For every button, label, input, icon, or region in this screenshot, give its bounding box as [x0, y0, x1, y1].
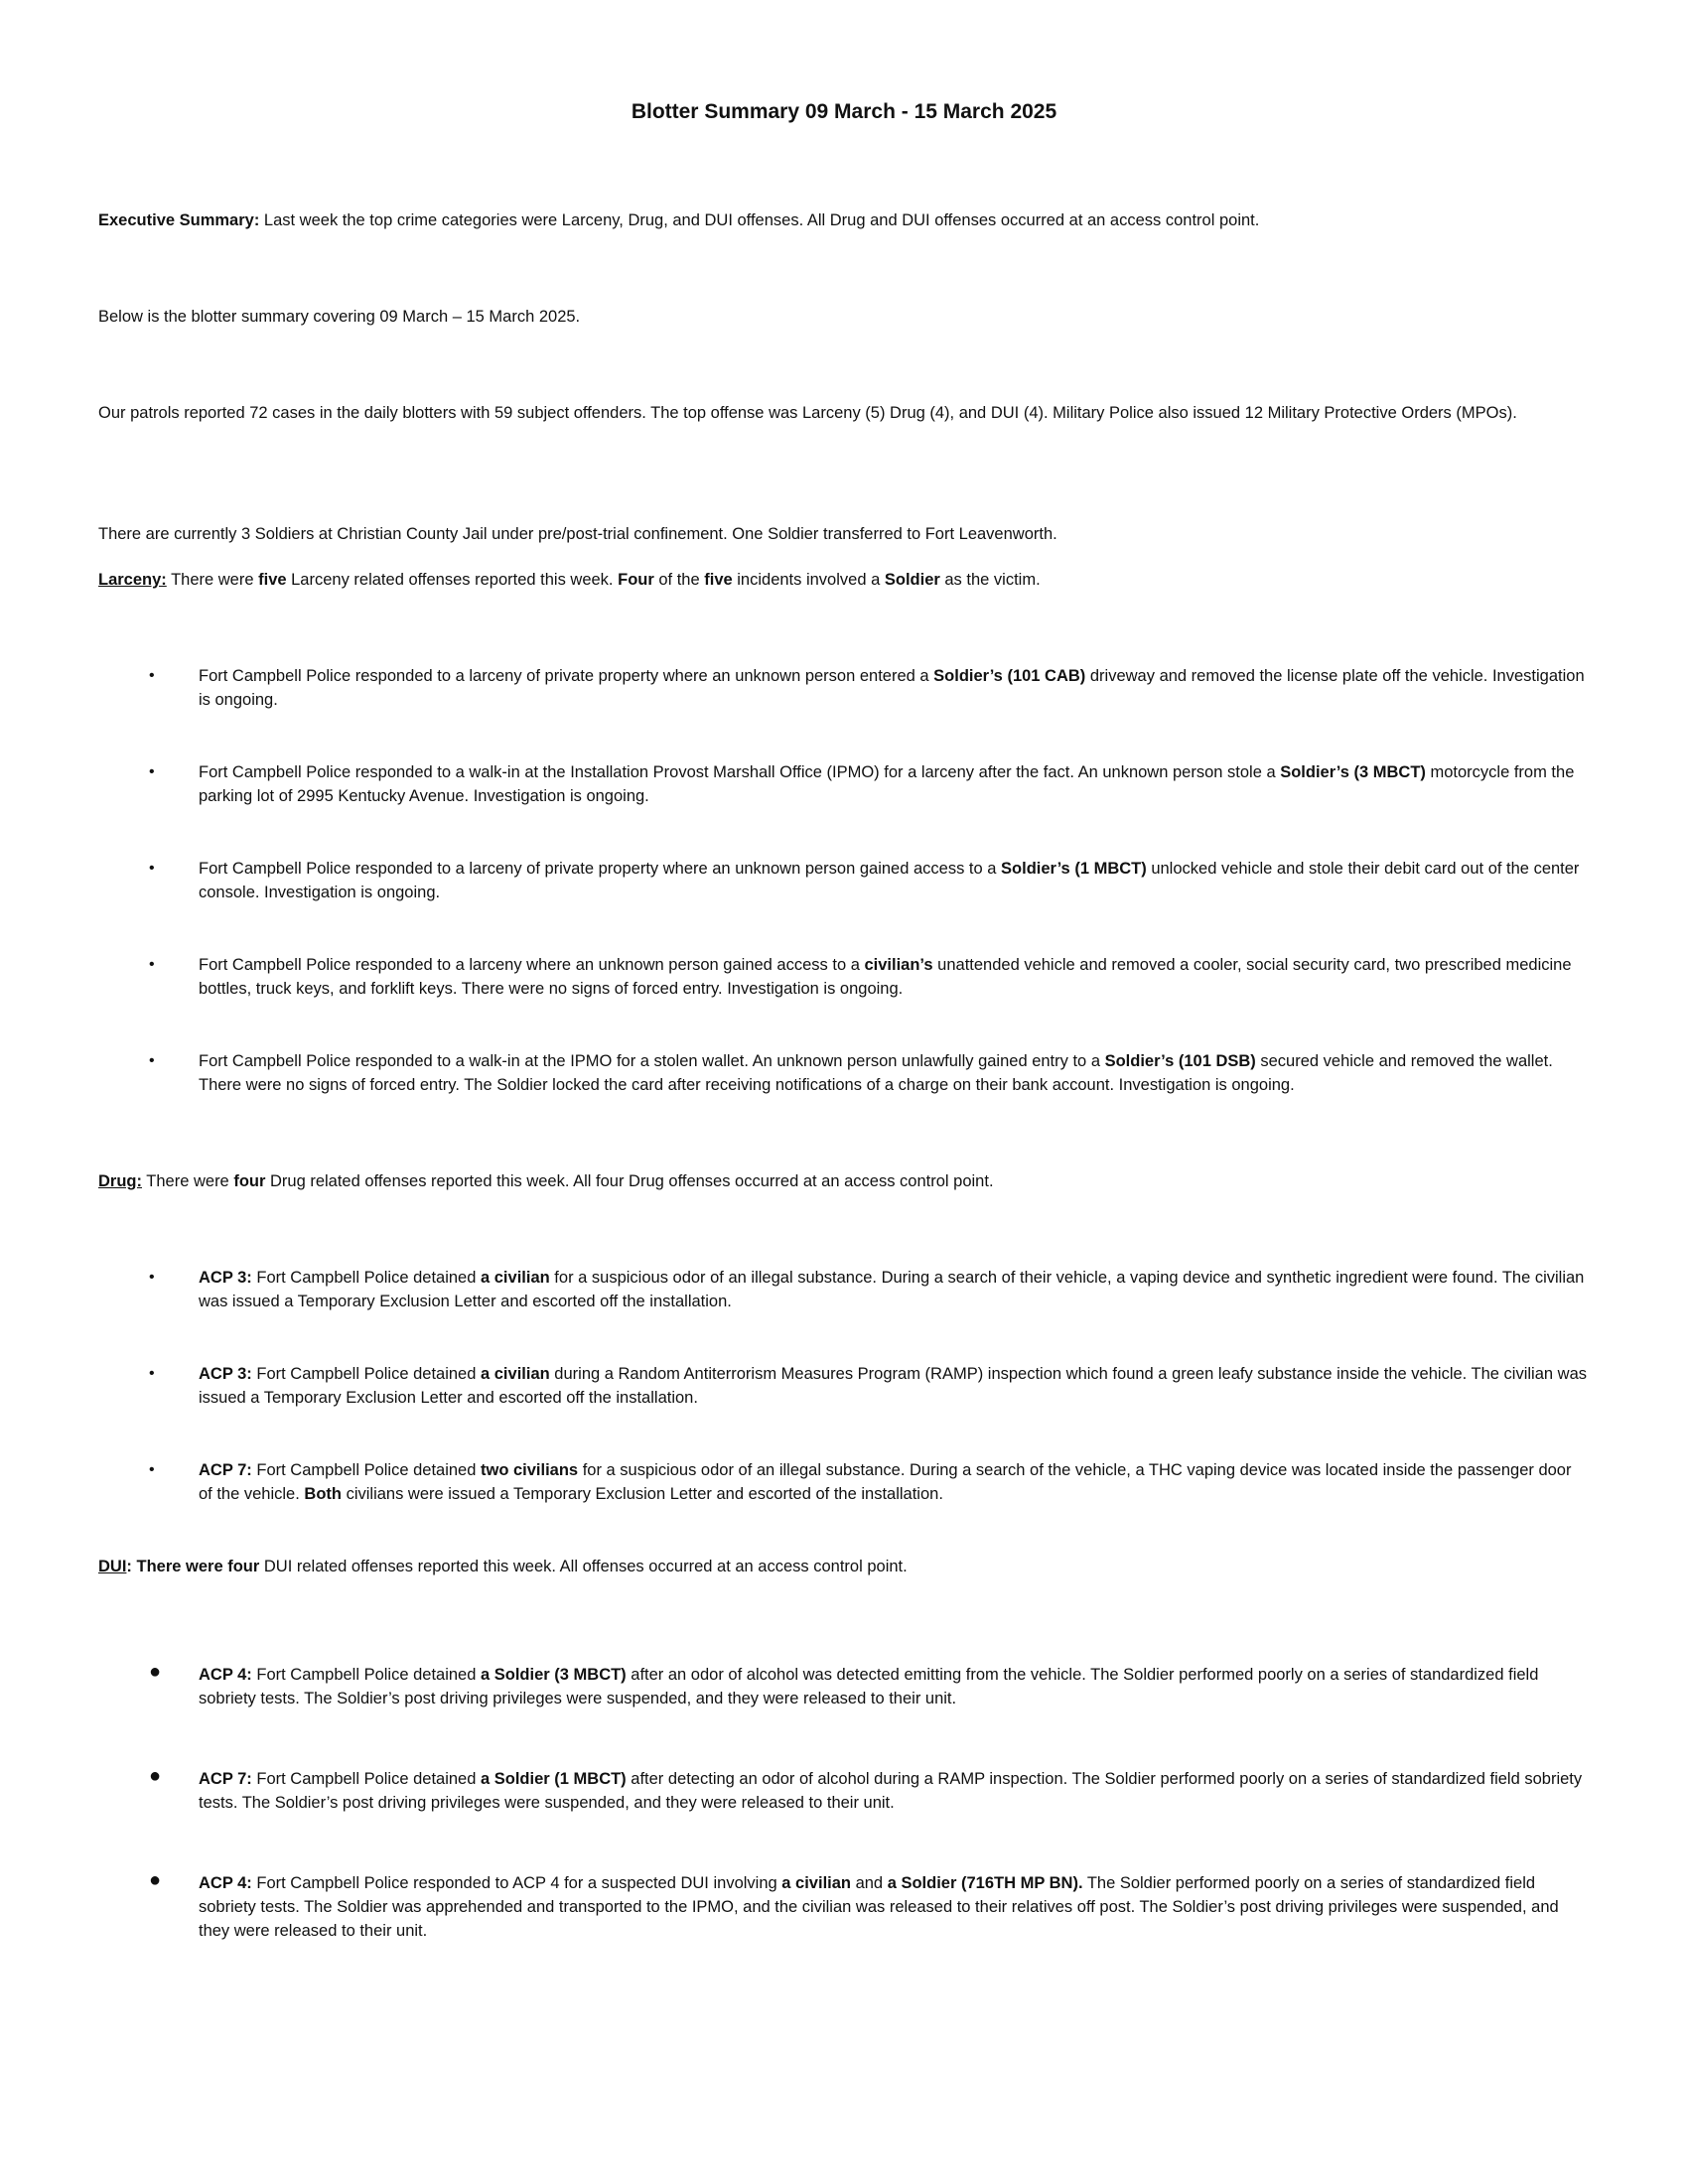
- item-bold: Soldier’s (101 DSB): [1104, 1052, 1256, 1070]
- page-title: Blotter Summary 09 March - 15 March 2025: [631, 100, 1057, 123]
- item-text: secured vehicle and removed the wallet. There were no signs of forced entry. The Soldier locked the card after receiving notifications of a charge on their bank account. Investigation is ongoing.: [199, 1052, 1553, 1094]
- item-text: Fort Campbell Police responded to a walk-in at the IPMO for a stolen wallet. An unknown person unlawfully gained entry to a: [199, 1052, 1105, 1070]
- dui-list-item: [149, 1663, 1589, 1710]
- item-text: during a Random Antiterrorism Measures Program (RAMP) inspection which found a green leafy substance inside the vehicle. The civilian was issued a Temporary Exclusion Letter and escorted off the installation.: [199, 1365, 1587, 1407]
- item-bold: two civilians: [481, 1461, 579, 1479]
- larceny-bold: five: [258, 571, 287, 589]
- larceny-text: There were: [166, 571, 259, 589]
- bullet-icon: •: [149, 667, 155, 684]
- item-text: civilians were issued a Temporary Exclusion Letter and escorted of the installation.: [341, 1485, 943, 1503]
- larceny-list-item: [149, 1049, 1589, 1097]
- dui-heading: [98, 1555, 1588, 1578]
- bullet-icon: •: [149, 1052, 155, 1069]
- drug-heading: [98, 1169, 1588, 1193]
- larceny-text: of the: [653, 571, 705, 589]
- drug-list-item: [149, 1362, 1589, 1410]
- larceny-bold: five: [704, 571, 733, 589]
- larceny-list-item: [149, 953, 1589, 1001]
- item-bold: a civilian: [481, 1365, 550, 1383]
- item-bold: Both: [304, 1485, 342, 1503]
- item-bold: a civilian: [481, 1269, 550, 1287]
- executive-summary: [98, 208, 1588, 232]
- larceny-label: Larceny:: [98, 571, 167, 589]
- larceny-heading: [98, 568, 1588, 592]
- item-bold: Soldier’s (3 MBCT): [1280, 763, 1426, 781]
- larceny-text: incidents involved a: [732, 571, 885, 589]
- item-text: for a suspicious odor of an illegal substance. During a search of their vehicle, a vaping device and synthetic ingredient were found. The civilian was issued a Temporary Exclusion Letter and escorted off the installation.: [199, 1269, 1585, 1310]
- bullet-icon: •: [149, 956, 155, 973]
- intro-paragraph: Below is the blotter summary covering 09 March – 15 March 2025.: [98, 308, 581, 326]
- item-bold: a Soldier (716TH MP BN).: [887, 1874, 1083, 1892]
- executive-summary-text: Last week the top crime categories were Larceny, Drug, and DUI offenses. All Drug and DUI offenses occurred at an access control point.: [259, 211, 1260, 229]
- acp-label: ACP 4:: [199, 1666, 252, 1684]
- drug-label: Drug:: [98, 1172, 142, 1190]
- larceny-bold: Soldier: [884, 571, 940, 589]
- item-bold: a civilian: [781, 1874, 851, 1892]
- item-bold: a Soldier (3 MBCT): [481, 1666, 627, 1684]
- dui-list-item: [149, 1871, 1589, 1943]
- item-text: motorcycle from the parking lot of 2995 Kentucky Avenue. Investigation is ongoing.: [199, 763, 1575, 805]
- acp-label: ACP 7:: [199, 1461, 252, 1479]
- dui-bold: four: [227, 1558, 260, 1575]
- drug-bold: four: [233, 1172, 266, 1190]
- bullet-icon: •: [149, 1461, 155, 1478]
- acp-label: ACP 4:: [199, 1874, 252, 1892]
- dui-label: DUI: [98, 1558, 127, 1575]
- larceny-list-item: [149, 760, 1589, 808]
- bullet-icon: •: [149, 1269, 155, 1286]
- drug-text: Drug related offenses reported this week. All four Drug offenses occurred at an access control point.: [265, 1172, 994, 1190]
- drug-list-item: [149, 1458, 1589, 1506]
- acp-label: ACP 3:: [199, 1365, 252, 1383]
- item-text: and: [851, 1874, 888, 1892]
- patrols-paragraph: Our patrols reported 72 cases in the daily blotters with 59 subject offenders. The top offense was Larceny (5) Drug (4), and DUI (4). Military Police also issued 12 Military Protective Orders (MPOs).: [98, 404, 1517, 422]
- item-text: unlocked vehicle and stole their debit card out of the center console. Investigation is ongoing.: [199, 860, 1580, 901]
- item-bold: a Soldier (1 MBCT): [481, 1770, 627, 1788]
- item-text: Fort Campbell Police detained: [251, 1269, 481, 1287]
- item-text: Fort Campbell Police detained: [251, 1770, 481, 1788]
- dui-text: DUI related offenses reported this week. All offenses occurred at an access control point.: [259, 1558, 908, 1575]
- item-text: Fort Campbell Police detained: [251, 1365, 481, 1383]
- item-text: Fort Campbell Police responded to a walk-in at the Installation Provost Marshall Office (IPMO) for a larceny after the fact. An unknown person stole a: [199, 763, 1281, 781]
- bullet-icon: ●: [149, 1869, 162, 1891]
- larceny-text: Larceny related offenses reported this week.: [286, 571, 619, 589]
- item-text: driveway and removed the license plate off the vehicle. Investigation is ongoing.: [199, 667, 1585, 709]
- confinement-paragraph: There are currently 3 Soldiers at Christian County Jail under pre/post-trial confinement. One Soldier transferred to Fort Leavenworth.: [98, 525, 1057, 543]
- item-text: for a suspicious odor of an illegal substance. During a search of the vehicle, a THC vaping device was located inside the passenger door of the vehicle.: [199, 1461, 1572, 1503]
- item-bold: civilian’s: [864, 956, 933, 974]
- dui-text: : There were: [126, 1558, 228, 1575]
- bullet-icon: •: [149, 860, 155, 877]
- bullet-icon: •: [149, 1365, 155, 1382]
- item-text: after an odor of alcohol was detected emitting from the vehicle. The Soldier performed poorly on a series of standardized field sobriety tests. The Soldier’s post driving privileges were suspended, and they were released to their unit.: [199, 1666, 1539, 1707]
- larceny-text: as the victim.: [939, 571, 1041, 589]
- larceny-bold: Four: [618, 571, 654, 589]
- bullet-icon: •: [149, 763, 155, 780]
- larceny-list-item: [149, 664, 1589, 712]
- item-text: Fort Campbell Police responded to a larceny of private property where an unknown person gained access to a: [199, 860, 1002, 878]
- item-text: Fort Campbell Police responded to a larceny where an unknown person gained access to a: [199, 956, 865, 974]
- item-text: after detecting an odor of alcohol during a RAMP inspection. The Soldier performed poorly on a series of standardized field sobriety tests. The Soldier’s post driving privileges were suspended, and they were released to their unit.: [199, 1770, 1583, 1812]
- acp-label: ACP 3:: [199, 1269, 252, 1287]
- item-bold: Soldier’s (1 MBCT): [1001, 860, 1147, 878]
- larceny-list-item: [149, 857, 1589, 904]
- bullet-icon: ●: [149, 1661, 162, 1683]
- item-text: The Soldier performed poorly on a series of standardized field sobriety tests. The Soldier was apprehended and transported to the IPMO, and the civilian was released to their relatives off post. The Soldier’s post driving privileges were suspended, and they were released to their unit.: [199, 1874, 1559, 1940]
- bullet-icon: ●: [149, 1765, 162, 1787]
- item-text: Fort Campbell Police detained: [251, 1666, 481, 1684]
- item-text: Fort Campbell Police responded to ACP 4 for a suspected DUI involving: [251, 1874, 782, 1892]
- item-bold: Soldier’s (101 CAB): [933, 667, 1086, 685]
- acp-label: ACP 7:: [199, 1770, 252, 1788]
- item-text: Fort Campbell Police detained: [251, 1461, 481, 1479]
- drug-list-item: [149, 1266, 1589, 1313]
- dui-list-item: [149, 1767, 1589, 1815]
- drug-text: There were: [142, 1172, 234, 1190]
- item-text: unattended vehicle and removed a cooler, social security card, two prescribed medicine bottles, truck keys, and forklift keys. There were no signs of forced entry. Investigation is ongoing.: [199, 956, 1572, 998]
- executive-summary-label: Executive Summary:: [98, 211, 260, 229]
- item-text: Fort Campbell Police responded to a larceny of private property where an unknown person entered a: [199, 667, 934, 685]
